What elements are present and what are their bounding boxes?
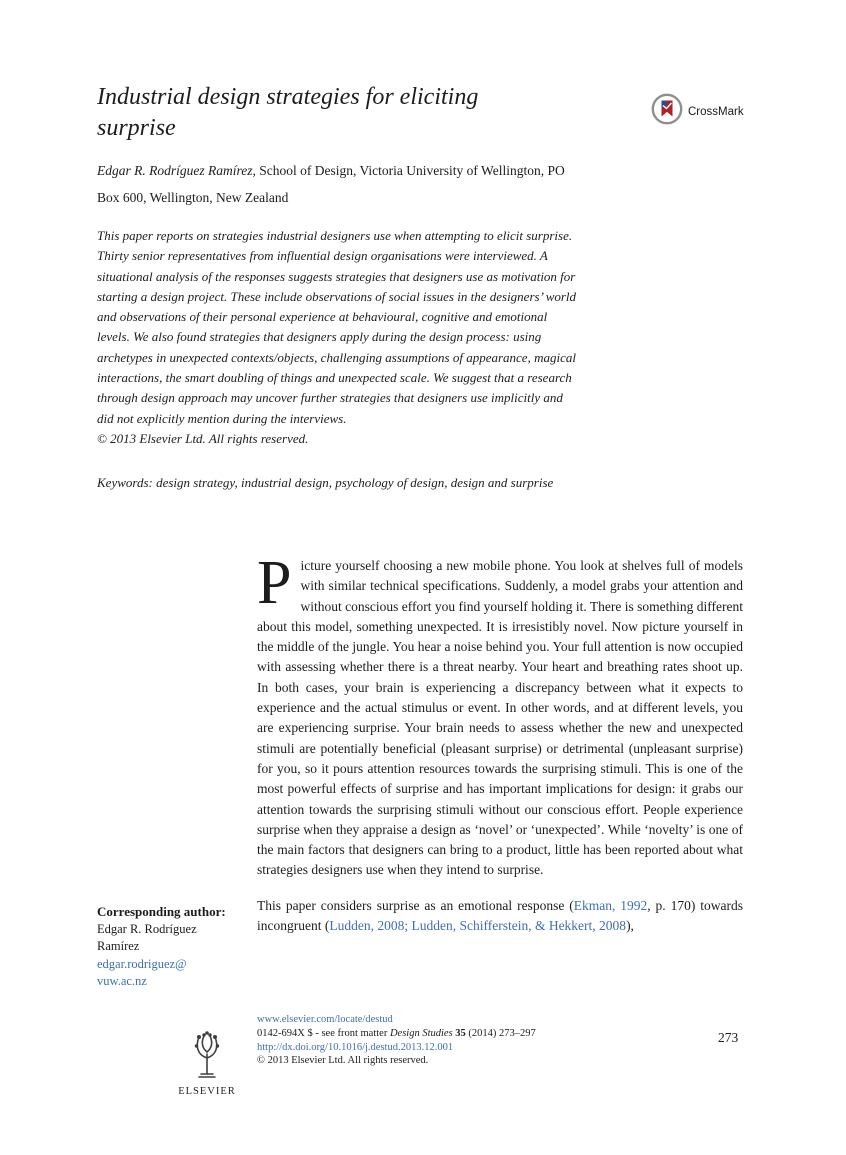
citation-link-ludden-2008[interactable]: Ludden, 2008; Ludden, Schifferstein, & Hekkert, 2008	[329, 918, 627, 934]
dropcap-letter: P	[257, 549, 292, 617]
doi-link[interactable]: http://dx.doi.org/10.1016/j.destud.2013.12.001	[257, 1041, 454, 1053]
elsevier-wordmark: ELSEVIER	[178, 1086, 236, 1097]
keywords-line: Keywords: design strategy, industrial design, psychology of design, design and surprise	[97, 475, 554, 490]
abstract-text: This paper reports on strategies industrial designers use when attempting to elicit surprise. Thirty senior representatives from influential design organisations were interviewed. A situational analysis of the responses suggests strategies that designers use as motivation for starting a design project. These include observations of social issues in the designers’ world and observations of their personal experience at behavioural, cognitive and emotional levels. We also found strategies that designers apply during the design process: using archetypes in unexpected contexts/objects, challenging assumptions of appearance, magical interactions, the smart doubling of things and unexpected scale. We suggest that a research through design approach may uncover further strategies that designers use implicitly and did not explicitly mention during the interviews.	[97, 228, 577, 426]
paragraph-1	[257, 549, 743, 881]
corresponding-author-email-line1[interactable]: edgar.rodriguez@	[97, 956, 187, 971]
corresponding-author-heading: Corresponding author:	[97, 904, 226, 919]
page-title	[97, 82, 657, 144]
abstract	[97, 226, 581, 449]
corresponding-author-name-line1: Edgar R. Rodríguez	[97, 921, 197, 936]
elsevier-logo	[175, 1028, 239, 1097]
paragraph-1-text: icture yourself choosing a new mobile phone. You look at shelves full of models with similar technical specifications. Suddenly, a model grabs your attention and without conscious effort you find yourself holding it. There is something different about this model, something unexpected. It is irresistibly novel. Now picture yourself in the middle of the jungle. You hear a noise behind you. Your full attention is now occupied with assessing whether there is a threat nearby. Your heart and breathing rates shoot up. In both cases, your brain is experiencing a discrepancy between what it expects to experience and the actual stimulus or event. In other words, and at different levels, you are experiencing surprise. Your brain needs to assess whether the new and unexpected stimuli are potentially beneficial (pleasant surprise) or detrimental (unpleasant surprise) for you, so it pours attention resources towards the surprising stimuli. This is one of the most powerful effects of surprise and has important implications for design: it grabs our attention towards the surprising stimuli without our conscious effort. People experience surprise when they appraise a design as ‘novel’ or ‘unexpected’. While ‘novelty’ is one of the main factors that designers can bring to a product, little has been reported about what strategies designers use when they intend to surprise.	[257, 558, 743, 878]
paragraph-2	[257, 896, 743, 937]
footer-imprint	[257, 1013, 677, 1068]
crossmark-icon	[650, 92, 684, 131]
abstract-copyright: © 2013 Elsevier Ltd. All rights reserved.	[97, 430, 309, 446]
paragraph-2-text-2: , p. 170) towards incongruent (	[257, 897, 743, 934]
corresponding-author-email-line2[interactable]: vuw.ac.nz	[97, 974, 147, 988]
corresponding-author-name-line2: Ramírez	[97, 939, 140, 953]
front-matter-pre: 0142-694X $ - see front matter	[257, 1027, 388, 1039]
author-line	[97, 157, 572, 211]
citation-link-ekman-1992[interactable]: Ekman, 1992	[573, 897, 648, 913]
crossmark-label: CrossMark	[688, 105, 744, 118]
article-body	[257, 549, 743, 936]
elsevier-tree-icon	[184, 1067, 230, 1084]
title-line1: Industrial design strategies for eliciting	[97, 84, 479, 110]
crossmark-badge[interactable]	[650, 92, 744, 131]
author-affiliation: , School of Design, Victoria University of Wellington, PO Box 600, Wellington, New Zealand	[97, 163, 565, 205]
journal-name: Design Studies	[389, 1027, 453, 1039]
author-name: Edgar R. Rodríguez Ramírez	[97, 163, 253, 178]
journal-volume: 35	[455, 1027, 466, 1039]
page-number: 273	[718, 1030, 739, 1045]
paragraph-2-text-1: This paper considers surprise as an emotional response (	[257, 897, 574, 913]
front-matter-line	[257, 1027, 677, 1041]
front-matter-post: (2014) 273–297	[468, 1027, 536, 1039]
paragraph-2-text-3: ),	[626, 918, 634, 934]
corresponding-author-note	[97, 903, 249, 991]
footer-copyright: © 2013 Elsevier Ltd. All rights reserved.	[257, 1055, 429, 1067]
journal-homepage-link[interactable]: www.elsevier.com/locate/destud	[257, 1014, 393, 1025]
title-line2: surprise	[97, 115, 176, 141]
